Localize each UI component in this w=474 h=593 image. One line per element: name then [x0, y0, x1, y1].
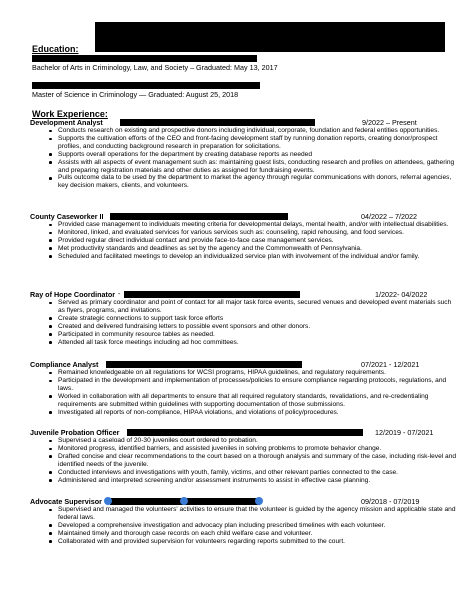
list-item: Drafted concise and clear recommendations to the court based on a thorough analysis and summary of the case, including risk-level and identified needs of the juvenile.	[58, 452, 457, 468]
job-bullets	[30, 221, 450, 261]
redacted-employer	[120, 119, 315, 126]
selection-handle-right[interactable]	[255, 497, 263, 505]
job-dates: 1/2022- 04/2022	[375, 290, 428, 299]
job-title: Advocate Supervisor	[30, 497, 102, 506]
list-item: Served as primary coordinator and point of contact for all major task force events, secured venues and developed event materials such as flyers, programs, and invitations.	[58, 299, 458, 315]
degree-1: Bachelor of Arts in Criminology, Law, and Society – Graduated: May 13, 2017	[32, 63, 278, 72]
job-title: Juvenile Probation Officer	[30, 428, 120, 437]
list-item: Supports overall operations for the department by creating database reports as needed	[58, 151, 458, 159]
job-dates: 09/2018 - 07/2019	[361, 497, 420, 506]
selection-handle-middle[interactable]	[180, 497, 188, 505]
degree-2: Master of Science in Criminology — Graduated: August 25, 2018	[32, 90, 239, 99]
work-experience-heading: Work Experience:	[32, 109, 108, 119]
list-item: Supports the cultivation efforts of the CEO and front-facing development staff by running donation reports, creating donor/prospect profiles, and conducting background research in preparation for solicitations.	[58, 135, 458, 151]
job-bullets	[30, 127, 455, 190]
selection-handle-left[interactable]	[104, 497, 112, 505]
job-juvenile-probation-officer	[30, 428, 457, 484]
education-heading: Education:	[32, 44, 79, 54]
list-item: Collaborated with and provided supervision for volunteers regarding reports submitted to the court.	[58, 538, 458, 546]
job-ray-of-hope	[30, 290, 450, 346]
job-bullets	[30, 506, 456, 546]
job-bullets	[30, 437, 457, 484]
list-item: Maintained timely and thorough case records on each child welfare case and volunteer.	[58, 530, 458, 538]
job-compliance-analyst	[30, 360, 450, 416]
list-item: Attended all task force meetings including ad hoc committees.	[58, 339, 458, 347]
redacted-header	[95, 22, 445, 52]
list-item: Met productivity standards and deadlines as set by the agency and the Commonwealth of Pennsylvania.	[58, 245, 458, 253]
list-item: Created and delivered fundraising letters to possible event sponsors and other donors.	[58, 323, 458, 331]
list-item: Monitored, linked, and evaluated services for various services such as: counseling, rapid rehousing, and food services.	[58, 229, 458, 237]
list-item: Investigated all reports of non-compliance, HIPAA violations, and violations of policy/procedures.	[58, 409, 458, 417]
redacted-school-2	[32, 82, 260, 89]
list-item: Conducts research on existing and prospective donors including individual, corporate, foundation and federal entities opportunities.	[58, 127, 458, 135]
list-item: Supervised a caseload of 20-30 juveniles court ordered to probation.	[58, 437, 458, 445]
redacted-employer	[106, 361, 302, 368]
redacted-employer	[124, 291, 300, 298]
list-item: Conducted interviews and investigations with youth, family, victims, and other relevant parties connected to the case.	[58, 469, 458, 477]
list-item: Create strategic connections to support task force efforts	[58, 315, 458, 323]
job-dates: 07/2021 - 12/2021	[361, 360, 420, 369]
list-item: Provided case management to individuals meeting criteria for developmental delays, mental health, and/or with intellectual disabilities.	[58, 221, 458, 229]
job-dates: 9/2022 – Present	[362, 118, 417, 127]
list-item: Participated in the development and implementation of processes/policies to ensure compliance regarding protocols, regulations, and laws.	[58, 377, 458, 393]
list-item: Monitored progress, identified barriers, and assisted juveniles in solving problems to promote behavior change.	[58, 445, 458, 453]
list-item: Pulls outcome data to be used by the department to market the agency through regular communications with donors, referral agencies, key decision makers, clients, and volunteers.	[58, 174, 458, 190]
title-separator: -	[118, 289, 121, 298]
job-title: Ray of Hope Coordinator	[30, 290, 116, 299]
job-county-caseworker	[30, 212, 450, 261]
list-item: Worked in collaboration with all departments to ensure that all required regulatory standards, revalidations, and re-credentialing requirements are submitted within guidelines with supporting documentation of those submissions.	[58, 393, 458, 409]
list-item: Supervised and managed the volunteers' activities to ensure that the volunteer is guided by the agency mission and applicable state and federal laws.	[58, 506, 458, 522]
job-advocate-supervisor	[30, 497, 456, 546]
list-item: Participated in community resource tables as needed.	[58, 331, 458, 339]
list-item: Scheduled and facilitated meetings to develop an individualized service plan with involvement of the individual and/or family.	[58, 253, 458, 261]
job-title: County Caseworker II	[30, 212, 104, 221]
job-bullets	[30, 369, 450, 416]
list-item: Administered and interpreted screening and/or assessment instruments to assist in effective case planning.	[58, 477, 458, 485]
job-title: Development Analyst	[30, 118, 103, 127]
redacted-school-1	[32, 55, 257, 62]
job-title: Compliance Analyst	[30, 360, 99, 369]
job-bullets	[30, 299, 450, 346]
job-dates: 12/2019 - 07/2021	[375, 428, 434, 437]
list-item: Remained knowledgeable on all regulations for WCSI programs, HIPAA guidelines, and regulatory requirements.	[58, 369, 458, 377]
list-item: Assists with all aspects of event management such as: maintaining guest lists, conducting research and profiles on attendees, gathering and preparing registration materials and other duties as assigned for fundraising events.	[58, 159, 458, 175]
job-dates: 04/2022 – 7/2022	[361, 212, 417, 221]
job-development-analyst	[30, 118, 455, 190]
list-item: Developed a comprehensive investigation and advocacy plan including prescribed timelines with each volunteer.	[58, 522, 458, 530]
redacted-employer	[110, 213, 288, 220]
redacted-employer	[127, 429, 363, 436]
list-item: Provided regular direct individual contact and provide face-to-face case management services.	[58, 237, 458, 245]
